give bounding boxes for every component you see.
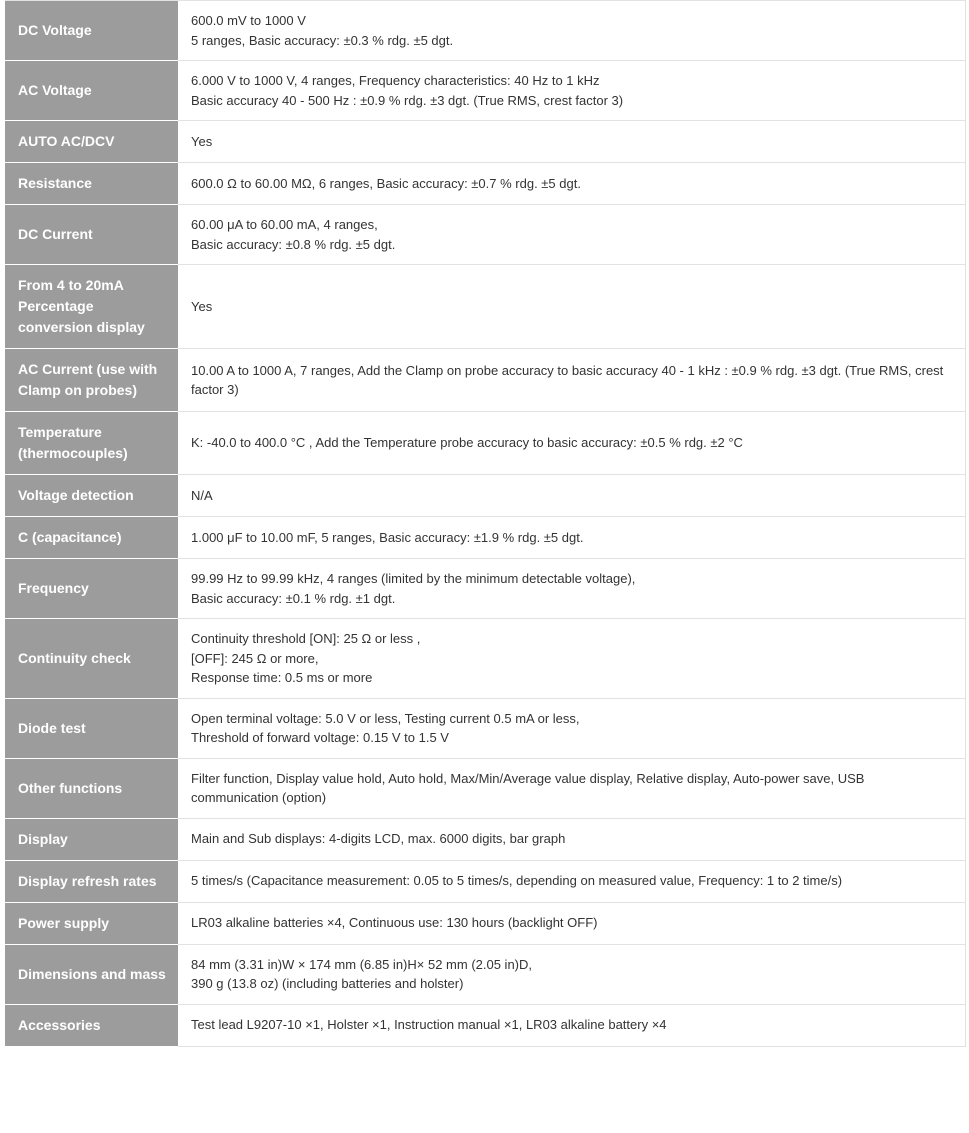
spec-value: 84 mm (3.31 in)W × 174 mm (6.85 in)H× 52 mm (2.05 in)D, 390 g (13.8 oz) (including batteries and holster) bbox=[178, 944, 966, 1004]
spec-value: Filter function, Display value hold, Auto hold, Max/Min/Average value display, Relative display, Auto-power save, USB communication (option) bbox=[178, 758, 966, 818]
spec-label: Dimensions and mass bbox=[5, 944, 178, 1004]
spec-label: C (capacitance) bbox=[5, 517, 178, 559]
spec-row bbox=[5, 1004, 966, 1046]
spec-label: From 4 to 20mA Percentage conversion display bbox=[5, 265, 178, 349]
spec-value: 99.99 Hz to 99.99 kHz, 4 ranges (limited by the minimum detectable voltage), Basic accuracy: ±0.1 % rdg. ±1 dgt. bbox=[178, 559, 966, 619]
spec-table-body bbox=[5, 1, 966, 1047]
spec-row bbox=[5, 698, 966, 758]
spec-value: 600.0 Ω to 60.00 MΩ, 6 ranges, Basic accuracy: ±0.7 % rdg. ±5 dgt. bbox=[178, 163, 966, 205]
spec-row bbox=[5, 349, 966, 412]
spec-row bbox=[5, 163, 966, 205]
spec-row bbox=[5, 121, 966, 163]
spec-label: Diode test bbox=[5, 698, 178, 758]
spec-label: Continuity check bbox=[5, 619, 178, 699]
spec-row bbox=[5, 944, 966, 1004]
spec-label: Voltage detection bbox=[5, 475, 178, 517]
spec-label: AC Current (use with Clamp on probes) bbox=[5, 349, 178, 412]
spec-row bbox=[5, 265, 966, 349]
spec-label: AC Voltage bbox=[5, 61, 178, 121]
spec-value: 600.0 mV to 1000 V 5 ranges, Basic accuracy: ±0.3 % rdg. ±5 dgt. bbox=[178, 1, 966, 61]
spec-row bbox=[5, 517, 966, 559]
spec-label: Display refresh rates bbox=[5, 860, 178, 902]
spec-row bbox=[5, 559, 966, 619]
spec-value: N/A bbox=[178, 475, 966, 517]
spec-value: K: -40.0 to 400.0 °C , Add the Temperature probe accuracy to basic accuracy: ±0.5 % rdg. ±2 °C bbox=[178, 412, 966, 475]
spec-label: Power supply bbox=[5, 902, 178, 944]
spec-value: Yes bbox=[178, 265, 966, 349]
spec-value: Open terminal voltage: 5.0 V or less, Testing current 0.5 mA or less, Threshold of forward voltage: 0.15 V to 1.5 V bbox=[178, 698, 966, 758]
spec-label: Other functions bbox=[5, 758, 178, 818]
spec-row bbox=[5, 758, 966, 818]
spec-value: Main and Sub displays: 4-digits LCD, max. 6000 digits, bar graph bbox=[178, 818, 966, 860]
spec-row bbox=[5, 902, 966, 944]
spec-value: Test lead L9207-10 ×1, Holster ×1, Instruction manual ×1, LR03 alkaline battery ×4 bbox=[178, 1004, 966, 1046]
spec-value: Yes bbox=[178, 121, 966, 163]
spec-label: Accessories bbox=[5, 1004, 178, 1046]
spec-value: Continuity threshold [ON]: 25 Ω or less , [OFF]: 245 Ω or more, Response time: 0.5 ms or more bbox=[178, 619, 966, 699]
spec-row bbox=[5, 1, 966, 61]
spec-value: 10.00 A to 1000 A, 7 ranges, Add the Clamp on probe accuracy to basic accuracy 40 - 1 kHz : ±0.9 % rdg. ±3 dgt. (True RMS, crest factor 3) bbox=[178, 349, 966, 412]
spec-row bbox=[5, 619, 966, 699]
spec-value: 1.000 μF to 10.00 mF, 5 ranges, Basic accuracy: ±1.9 % rdg. ±5 dgt. bbox=[178, 517, 966, 559]
spec-value: 60.00 μA to 60.00 mA, 4 ranges, Basic accuracy: ±0.8 % rdg. ±5 dgt. bbox=[178, 205, 966, 265]
spec-label: DC Voltage bbox=[5, 1, 178, 61]
spec-row bbox=[5, 818, 966, 860]
spec-label: Display bbox=[5, 818, 178, 860]
spec-label: AUTO AC/DCV bbox=[5, 121, 178, 163]
spec-label: DC Current bbox=[5, 205, 178, 265]
spec-row bbox=[5, 860, 966, 902]
spec-row bbox=[5, 412, 966, 475]
spec-value: 6.000 V to 1000 V, 4 ranges, Frequency characteristics: 40 Hz to 1 kHz Basic accuracy 40 - 500 Hz : ±0.9 % rdg. ±3 dgt. (True RMS, crest factor 3) bbox=[178, 61, 966, 121]
spec-label: Temperature (thermocouples) bbox=[5, 412, 178, 475]
spec-label: Resistance bbox=[5, 163, 178, 205]
spec-table bbox=[5, 0, 966, 1047]
spec-row bbox=[5, 205, 966, 265]
spec-value: LR03 alkaline batteries ×4, Continuous use: 130 hours (backlight OFF) bbox=[178, 902, 966, 944]
spec-row bbox=[5, 475, 966, 517]
spec-row bbox=[5, 61, 966, 121]
spec-label: Frequency bbox=[5, 559, 178, 619]
spec-value: 5 times/s (Capacitance measurement: 0.05 to 5 times/s, depending on measured value, Frequency: 1 to 2 time/s) bbox=[178, 860, 966, 902]
